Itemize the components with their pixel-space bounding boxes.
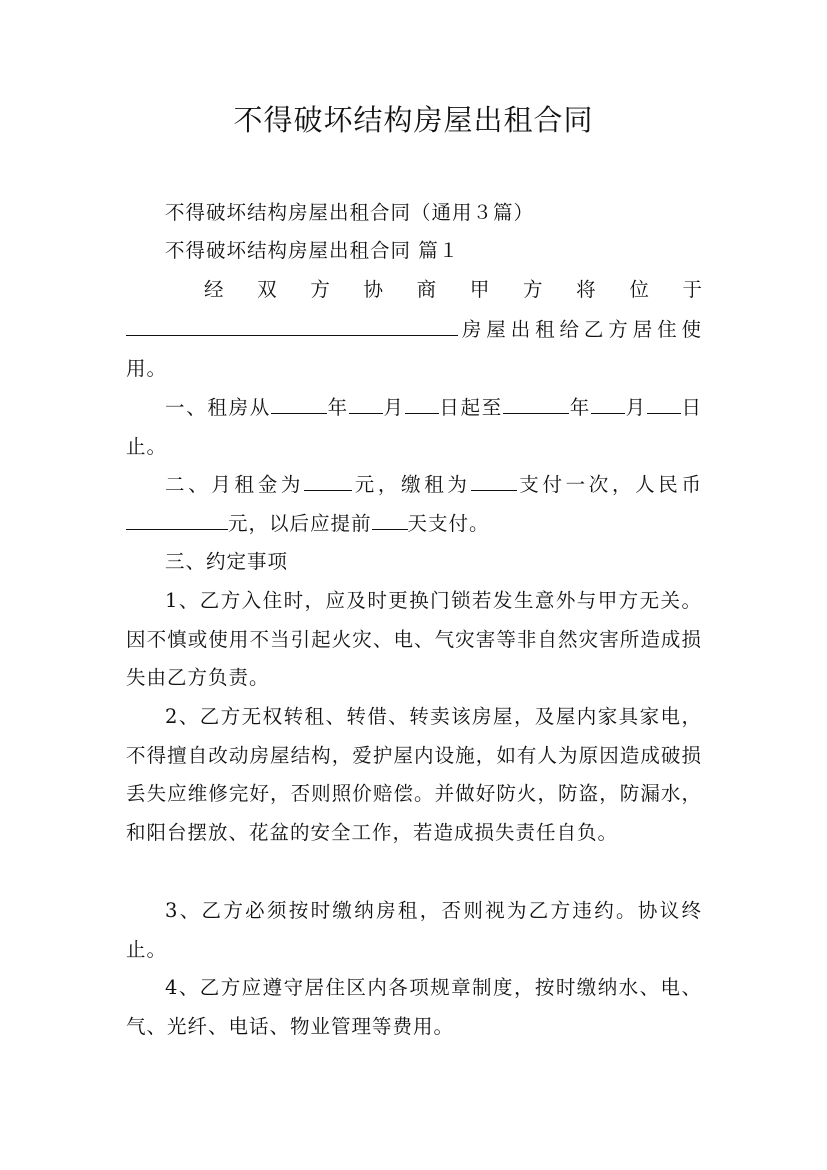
clause-1-text-g: 日止。 — [126, 396, 702, 458]
address-blank — [126, 316, 458, 337]
start-month-blank — [349, 394, 383, 415]
intro-text-a: 经 双 方 协 商 甲 方 将 位 于 — [204, 278, 702, 301]
clause-3-heading: 三、约定事项 — [165, 550, 289, 573]
clause-1 — [126, 389, 702, 466]
advance-days-blank — [372, 509, 408, 530]
start-day-blank — [405, 394, 439, 415]
clause-1-text-d: 日起至 — [438, 396, 503, 419]
clause-1-text-a: 一、租房从 — [165, 396, 271, 419]
rmb-amount-blank — [126, 509, 228, 530]
start-year-blank — [271, 394, 327, 415]
item-3: 3、乙方必须按时缴纳房租，否则视为乙方违约。协议终止。 — [126, 899, 702, 961]
intro-line-1 — [126, 271, 702, 310]
section-heading: 不得破坏结构房屋出租合同 篇１ — [165, 239, 460, 262]
clause-2-text-b: 元，缴租为 — [352, 473, 471, 496]
page-title: 不得破坏结构房屋出租合同 — [233, 103, 594, 137]
rent-amount-blank — [304, 471, 352, 492]
subtitle: 不得破坏结构房屋出租合同（通用３篇） — [165, 201, 535, 224]
clause-1-text-c: 月 — [382, 396, 405, 419]
intro-line-2 — [126, 311, 702, 388]
clause-1-text-f: 月 — [624, 396, 647, 419]
payment-cycle-blank — [471, 471, 517, 492]
clause-2-text-c: 支付一次，人民币 — [516, 473, 702, 496]
clause-2-text-a: 二、月租金为 — [165, 473, 305, 496]
item-1: 1、乙方入住时，应及时更换门锁若发生意外与甲方无关。因不慎或使用不当引起火灾、电、气灾害等非自然灾害所造成损失由乙方负责。 — [126, 589, 702, 689]
end-month-blank — [591, 394, 625, 415]
clause-1-text-b: 年 — [326, 396, 349, 419]
clause-1-text-e: 年 — [569, 396, 591, 419]
end-day-blank — [647, 394, 681, 415]
clause-2-text-d: 元，以后应提前 — [228, 511, 372, 535]
clause-2 — [126, 466, 702, 543]
end-year-blank — [503, 394, 569, 415]
intro-text-b: 房屋出租给乙方居住使用。 — [126, 318, 702, 380]
clause-2-text-e: 天支付。 — [407, 511, 490, 535]
item-2: 2、乙方无权转租、转借、转卖该房屋，及屋内家具家电，不得擅自改动房屋结构，爱护屋内设施，如有人为原因造成破损丢失应维修完好，否则照价赔偿。并做好防火，防盗，防漏水，和阳台摆放、花盆的安全工作，若造成损失责任自负。 — [126, 705, 702, 844]
item-4: 4、乙方应遵守居住区内各项规章制度，按时缴纳水、电、气、光纤、电话、物业管理等费用。 — [126, 976, 702, 1038]
